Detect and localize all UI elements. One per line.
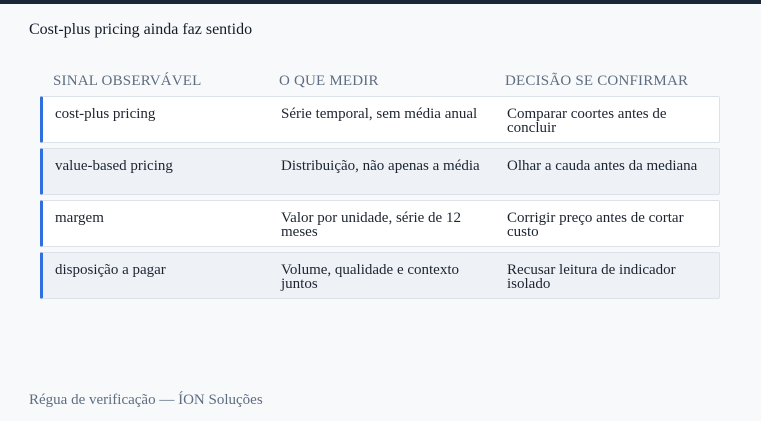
table-row: [40, 252, 720, 299]
page-footer: Régua de verificação — ÍON Soluções: [29, 392, 263, 408]
cell-measure: Valor por unidade, série de 12 meses: [281, 210, 461, 240]
table-row: [40, 148, 720, 195]
cell-signal: margem: [55, 210, 104, 226]
column-header-signal: SINAL OBSERVÁVEL: [53, 73, 202, 89]
table-row: [40, 96, 720, 143]
cell-signal: value-based pricing: [55, 158, 173, 174]
cell-measure: Distribuição, não apenas a média: [281, 158, 480, 174]
cell-signal: cost-plus pricing: [55, 106, 156, 122]
cell-measure: Volume, qualidade e contexto juntos: [281, 262, 460, 292]
cell-decision: Olhar a cauda antes da mediana: [507, 158, 698, 174]
cell-decision: Comparar coortes antes de concluir: [507, 106, 667, 136]
table-row: [40, 200, 720, 247]
cell-signal: disposição a pagar: [55, 262, 166, 278]
column-header-measure: O QUE MEDIR: [279, 73, 379, 89]
column-header-decision: DECISÃO SE CONFIRMAR: [505, 73, 689, 89]
cell-decision: Corrigir preço antes de cortar custo: [507, 210, 684, 240]
cell-decision: Recusar leitura de indicador isolado: [507, 262, 676, 292]
table-header: [40, 72, 720, 92]
cell-measure: Série temporal, sem média anual: [281, 106, 478, 122]
top-accent-bar: [0, 0, 761, 4]
page-title: Cost-plus pricing ainda faz sentido: [29, 21, 253, 38]
